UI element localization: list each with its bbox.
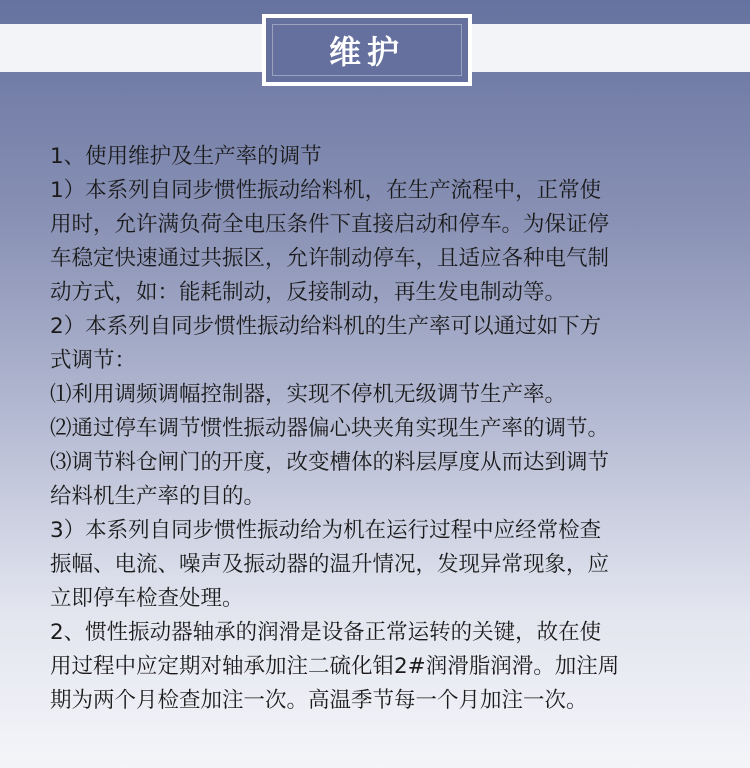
text-line: ⑵通过停车调节惯性振动器偏心块夹角实现生产率的调节。 [50,416,610,441]
title-inner-frame [272,24,462,76]
text-line: 用过程中应定期对轴承加注二硫化钼2#润滑脂润滑。加注周 [50,654,620,679]
text-line: 用时，允许满负荷全电压条件下直接启动和停车。为保证停 [50,212,610,237]
text-line: 期为两个月检查加注一次。高温季节每一个月加注一次。 [50,688,588,713]
text-line: 1）本系列自同步惯性振动给料机，在生产流程中，正常使 [50,178,602,203]
text-line: 振幅、电流、噪声及振动器的温升情况，发现异常现象，应 [50,552,610,577]
maintenance-text [50,140,710,718]
title-box [262,14,472,86]
text-line: 式调节： [50,348,137,373]
text-line: ⑶调节料仓闸门的开度，改变槽体的料层厚度从而达到调节 [50,450,610,475]
text-line: 给料机生产率的目的。 [50,484,266,509]
text-line: 1、使用维护及生产率的调节 [50,144,322,169]
text-line: ⑴利用调频调幅控制器，实现不停机无级调节生产率。 [50,382,567,407]
page-title: 维护 [328,33,405,71]
text-line: 立即停车检查处理。 [50,586,244,611]
text-line: 动方式，如：能耗制动，反接制动，再生发电制动等。 [50,280,567,305]
text-line: 2、惯性振动器轴承的润滑是设备正常运转的关键，故在使 [50,620,602,645]
text-line: 车稳定快速通过共振区，允许制动停车，且适应各种电气制 [50,246,610,271]
text-line: 3）本系列自同步惯性振动给为机在运行过程中应经常检查 [50,518,602,543]
text-line: 2）本系列自同步惯性振动给料机的生产率可以通过如下方 [50,314,602,339]
